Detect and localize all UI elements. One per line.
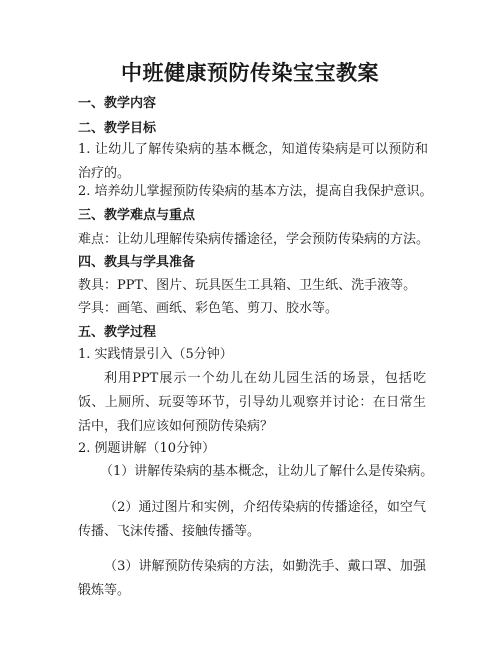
step-1-paragraph-text: 利用PPT展示一个幼儿在幼儿园生活的场景，包括吃饭、上厕所、玩耍等环节，引导幼儿观察并讨论：在日常生活中，我们应该如何预防传染病？ xyxy=(78,371,426,434)
section-heading-aids: 四、教具与学具准备 xyxy=(78,255,196,270)
difficulty-text: 难点：让幼儿理解传染病传播途径，学会预防传染病的方法。 xyxy=(78,232,430,247)
step-2-item-2 xyxy=(78,496,426,544)
step-2-item-3 xyxy=(78,555,426,603)
step-2-item-1: （1）讲解传染病的基本概念，让幼儿了解什么是传染病。 xyxy=(100,464,434,479)
step-1-heading: 1. 实践情景引入（5分钟） xyxy=(78,347,233,362)
section-heading-content: 一、教学内容 xyxy=(78,96,157,111)
learning-aids-text: 学具：画笔、画纸、彩色笔、剪刀、胶水等。 xyxy=(78,301,339,316)
document-title: 中班健康预防传染宝宝教案 xyxy=(121,60,379,85)
step-2-item-2-text: （2）通过图片和实例，介绍传染病的传播途径，如空气传播、飞沫传播、接触传播等。 xyxy=(78,500,426,539)
step-1-paragraph xyxy=(78,367,426,439)
goal-item-1-text: 1. 让幼儿了解传染病的基本概念，知道传染病是可以预防和治疗的。 xyxy=(78,142,428,181)
step-2-heading: 2. 例题讲解（10分钟） xyxy=(78,441,216,456)
section-heading-process: 五、教学过程 xyxy=(78,325,157,340)
goal-item-1 xyxy=(78,138,428,186)
section-heading-difficulty: 三、教学难点与重点 xyxy=(78,208,196,223)
step-2-item-3-text: （3）讲解预防传染病的方法，如勤洗手、戴口罩、加强锻炼等。 xyxy=(78,559,426,598)
section-heading-goals: 二、教学目标 xyxy=(78,121,157,136)
teaching-aids-text: 教具：PPT、图片、玩具医生工具箱、卫生纸、洗手液等。 xyxy=(78,278,417,293)
goal-item-2: 2. 培养幼儿掌握预防传染病的基本方法，提高自我保护意识。 xyxy=(78,184,433,199)
